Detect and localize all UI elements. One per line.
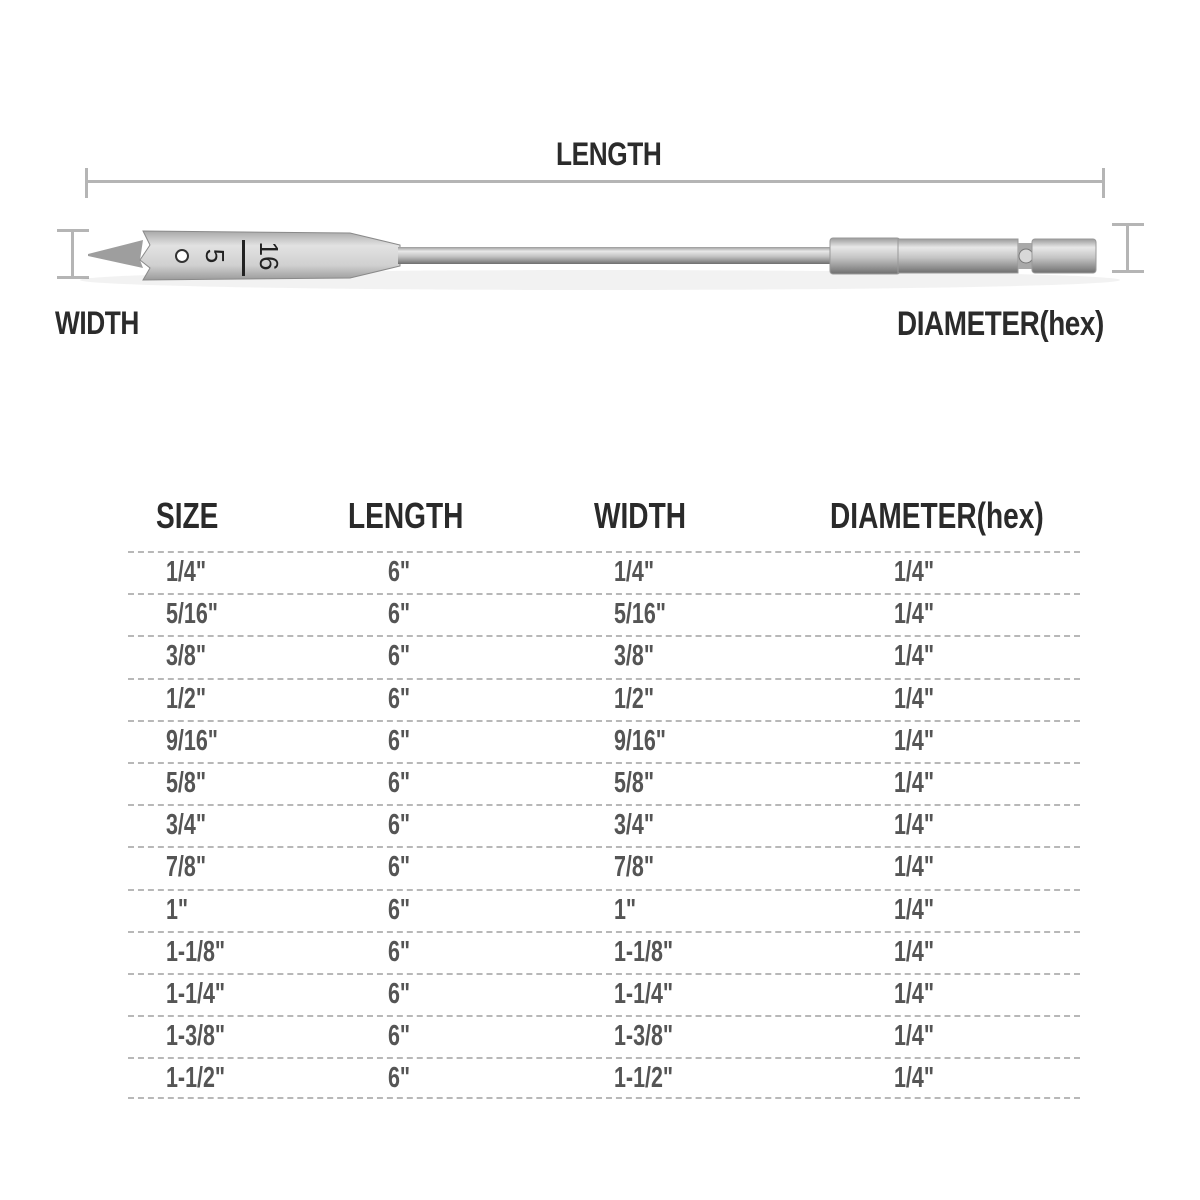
table-body [128,551,1080,1099]
cell-size: 1/4" [166,556,207,588]
cell-width: 5/8" [614,766,655,799]
table-row [128,846,1080,888]
cell-length: 6" [388,682,411,715]
cell-size: 1" [166,893,189,926]
cell-diameter: 1/4" [894,977,935,1010]
table-row [128,889,1080,931]
cell-width: 1/2" [614,682,655,715]
cell-diameter: 1/4" [894,556,935,588]
cell-length: 6" [388,935,411,968]
cell-length: 6" [388,640,411,673]
cell-width: 9/16" [614,724,666,757]
cell-size: 9/16" [166,724,218,757]
cell-length: 6" [388,556,411,588]
cell-width: 1-1/8" [614,935,674,968]
cell-size: 1-1/8" [166,935,226,968]
cell-length: 6" [388,893,411,926]
table-row [128,720,1080,762]
cell-diameter: 1/4" [894,1062,935,1095]
blade-marking-numerator: 5 [200,248,230,264]
table-row [128,1057,1080,1099]
cell-length: 6" [388,598,411,631]
table-row [128,593,1080,635]
header-diameter: DIAMETER(hex) [830,495,1044,536]
width-dimension-bracket [57,229,89,279]
header-width: WIDTH [594,495,687,536]
header-size: SIZE [156,495,219,536]
cell-width: 1-1/2" [614,1062,674,1095]
bit-collar [830,238,900,274]
bit-shank [398,247,830,264]
cell-size: 1/2" [166,682,207,715]
header-length: LENGTH [348,495,464,536]
table-row [128,635,1080,677]
spec-table [128,495,1080,1099]
width-label: WIDTH [55,305,139,341]
cell-size: 1-1/4" [166,977,226,1010]
cell-length: 6" [388,809,411,842]
table-row [128,1015,1080,1057]
cell-width: 3/4" [614,809,655,842]
cell-size: 3/4" [166,809,207,842]
cell-size: 1-3/8" [166,1020,226,1053]
table-row [128,678,1080,720]
hex-end [1032,239,1096,273]
blade-marking-denominator: 16 [254,241,284,271]
table-row [128,931,1080,973]
cell-diameter: 1/4" [894,1020,935,1053]
hex-shank [898,239,1018,273]
bit-spur-tip [88,240,143,268]
table-row [128,804,1080,846]
cell-width: 1" [614,893,637,926]
cell-width: 7/8" [614,851,655,884]
cell-width: 3/8" [614,640,655,673]
cell-length: 6" [388,724,411,757]
cell-size: 3/8" [166,640,207,673]
cell-length: 6" [388,1020,411,1053]
cell-size: 7/8" [166,851,207,884]
cell-diameter: 1/4" [894,935,935,968]
cell-length: 6" [388,766,411,799]
cell-length: 6" [388,1062,411,1095]
cell-diameter: 1/4" [894,809,935,842]
cell-diameter: 1/4" [894,893,935,926]
diameter-label: DIAMETER(hex) [897,305,1104,343]
cell-diameter: 1/4" [894,640,935,673]
cell-diameter: 1/4" [894,851,935,884]
cell-size: 1-1/2" [166,1062,226,1095]
cell-diameter: 1/4" [894,724,935,757]
cell-length: 6" [388,851,411,884]
cell-width: 1-1/4" [614,977,674,1010]
table-row [128,762,1080,804]
cell-width: 1/4" [614,556,655,588]
cell-diameter: 1/4" [894,598,935,631]
table-row [128,551,1080,593]
cell-width: 1-3/8" [614,1020,674,1053]
cell-diameter: 1/4" [894,766,935,799]
table-row [128,973,1080,1015]
cell-size: 5/8" [166,766,207,799]
cell-diameter: 1/4" [894,682,935,715]
blade-hole [176,250,188,262]
length-label: LENGTH [556,136,662,172]
cell-length: 6" [388,977,411,1010]
table-header [128,495,1080,551]
cell-size: 5/16" [166,598,218,631]
cell-width: 5/16" [614,598,666,631]
diameter-dimension-bracket [1112,223,1144,273]
